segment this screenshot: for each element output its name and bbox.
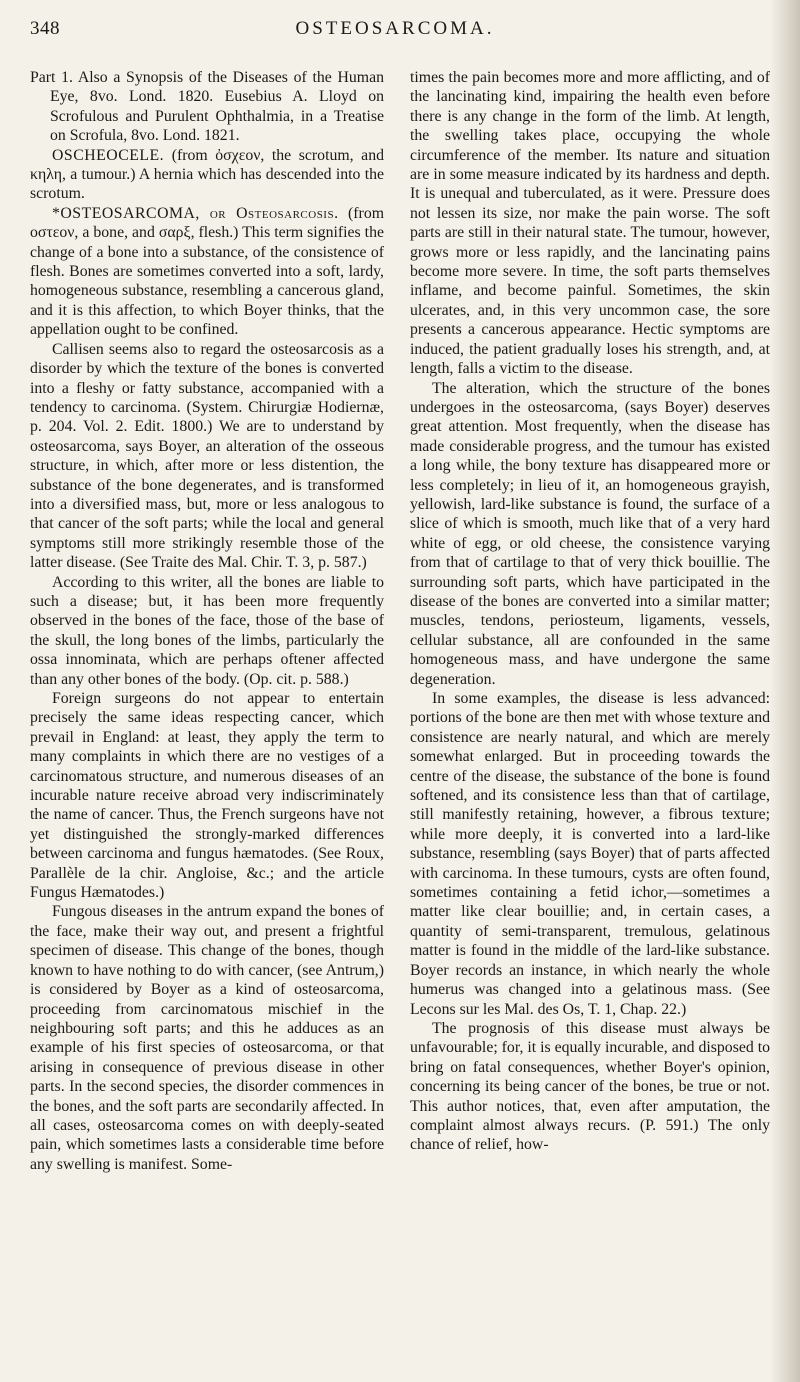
- running-title: OSTEOSARCOMA.: [295, 18, 495, 39]
- paragraph-according: According to this writer, all the bones are liable to such a disease; but, it has been more frequently observed in the bones of the face, those of the base of the skull, the long bones of the limbs, particularly the ossa innominata, which are perhaps oftener affected than any other bones of the body. (Op. cit. p. 588.): [30, 573, 384, 688]
- paragraph-prognosis: The prognosis of this disease must always be unfavourable; for, it is equally incurable, and disposed to bring on fatal consequences, whether Boyer's opinion, concerning its being cancer of the bones, be true or not. This author notices, that, even after amputation, the complaint almost always recurs. (P. 591.) The only chance of relief, how-: [410, 1019, 770, 1154]
- paragraph-some-examples: In some examples, the disease is less advanced: portions of the bone are then met with whose texture and consistence are nearly natural, and which are merely somewhat enlarged. But in proceeding towards the centre of the disease, the substance of the bone is found softened, and its consistence less than that of cartilage, still manifestly retaining, however, a fibrous texture; while more deeply, it is converted into a lard-like substance, resembling (says Boyer) that of parts affected with carcinoma. In these tumours, cysts are often found, sometimes containing a fetid ichor,—sometimes a matter like clear bouillie; and, in certain cases, a quantity of semi-transparent, tremulous, gelatinous matter is found in the middle of the lard-like substance. Boyer records an instance, in which nearly the whole humerus was changed into a gelatinous mass. (See Lecons sur les Mal. des Os, T. 1, Chap. 22.): [410, 690, 770, 1018]
- entry-osteosarcoma-body: (from οστεον, a bone, and σαρξ, flesh.) This term signifies the change of a bone into a substance, of the consistence of flesh. Bones are sometimes converted into a soft, lardy, homogeneous substance, resembling a cancerous gland, and it is this affection, to which Boyer thinks, that the appellation ought to be confined.: [30, 204, 384, 339]
- paragraph-fungous-diseases: Fungous diseases in the antrum expand the bones of the face, make their way out, and present a frightful specimen of disease. This change of the bones, though known to have nothing to do with cancer, (see Antrum,) is considered by Boyer as a kind of osteosarcoma, proceeding from carcinomatous mischief in the neighbouring soft parts; and this he adduces as an example of his first species of osteosarcoma, or that arising in consequence of previous disease in other parts. In the second species, the disorder commences in the bones, and the soft parts are secondarily affected. In all cases, osteosarcoma comes on with deeply-seated pain, which sometimes lasts a considerable time before any swelling is manifest. Some-: [30, 903, 384, 1173]
- reference-paragraph: Part 1. Also a Synopsis of the Diseases of the Human Eye, 8vo. Lond. 1820. Eusebius A. Lloyd on Scrofulous and Purulent Ophthalmia, in a Treatise on Scrofula, 8vo. Lond. 1821.: [30, 69, 384, 145]
- headword-osteosarcoma: *OSTEOSARCOMA, or Osteosarcosis.: [52, 204, 339, 222]
- entry-osteosarcoma: [30, 204, 384, 340]
- page-edge-shadow: [770, 0, 800, 1382]
- running-head: [30, 8, 760, 48]
- right-column: [410, 68, 770, 1368]
- paragraph-alteration: The alteration, which the structure of the bones undergoes in the osteosarcoma, (says Boyer) deserves great attention. Most frequently, when the disease has made considerable progress, and the tumour has existed a long while, the bony texture has disappeared more or less completely; in lieu of it, an homogeneous grayish, yellowish, lard-like substance is found, the surface of a slice of which is smooth, much like that of a very hard white of egg, or old cheese, the consistence varying from that of cartilage to that of very thick bouillie. The surrounding soft parts, which have participated in the disease of the bones are converted into a similar matter; muscles, tendons, periosteum, ligaments, vessels, cellular substance, all are confounded in the same homogeneous mass, and have undergone the same degeneration.: [410, 379, 770, 688]
- paragraph-foreign-surgeons: Foreign surgeons do not appear to entertain precisely the same ideas respecting cancer, which prevail in England: at least, they apply the term to many complaints in which there are no vestiges of a carcinomatous structure, and numerous diseases of an incurable nature receive abroad very indiscriminately the name of cancer. Thus, the French surgeons have not yet distinguished the strongly-marked differences between carcinoma and fungus hæmatodes. (See Roux, Parallèle de la chir. Angloise, &c.; and the article Fungus Hæmatodes.): [30, 690, 384, 902]
- left-column: [30, 68, 384, 1368]
- page-number: 348: [30, 18, 60, 39]
- entry-oscheocele-body: (from ὀσχεον, the scrotum, and κηλη, a tumour.) A hernia which has descended into the scrotum.: [30, 146, 384, 203]
- entry-oscheocele: [30, 146, 384, 204]
- headword-oscheocele: OSCHEOCELE.: [52, 146, 165, 164]
- paragraph-continuation: times the pain becomes more and more afflicting, and of the lancinating kind, impairing the health even before there is any change in the form of the limb. At length, the swelling takes place, occupying the whole circumference of the member. Its nature and situation are in some measure indicated by its hardness and depth. It is unequal and tuberculated, as it were. Pressure does not lessen its size, nor make the pain worse. The soft parts are still in their natural state. The tumour, however, grows more or less rapidly, and the lancinating pains become more severe. In time, the soft parts themselves inflame, and become painful. Sometimes, the skin ulcerates, and, in this very uncommon case, the sore presents a cancerous appearance. Hectic symptoms are induced, the patient gradually loses his strength, and, at length, falls a victim to the disease.: [410, 69, 770, 378]
- paragraph-callisen: Callisen seems also to regard the osteosarcosis as a disorder by which the texture of the bones is converted into a fleshy or fatty substance, accompanied with a tendency to carcinoma. (System. Chirurgiæ Hodiernæ, p. 204. Vol. 2. Edit. 1800.) We are to understand by osteosarcoma, says Boyer, an alteration of the osseous structure, in which, after more or less distention, the substance of the bone degenerates, and is transformed into a diversified mass, but, more or less analogous to that cancer of the soft parts; while the local and general symptoms still more strikingly resemble those of the latter disease. (See Traite des Mal. Chir. T. 3, p. 587.): [30, 340, 384, 572]
